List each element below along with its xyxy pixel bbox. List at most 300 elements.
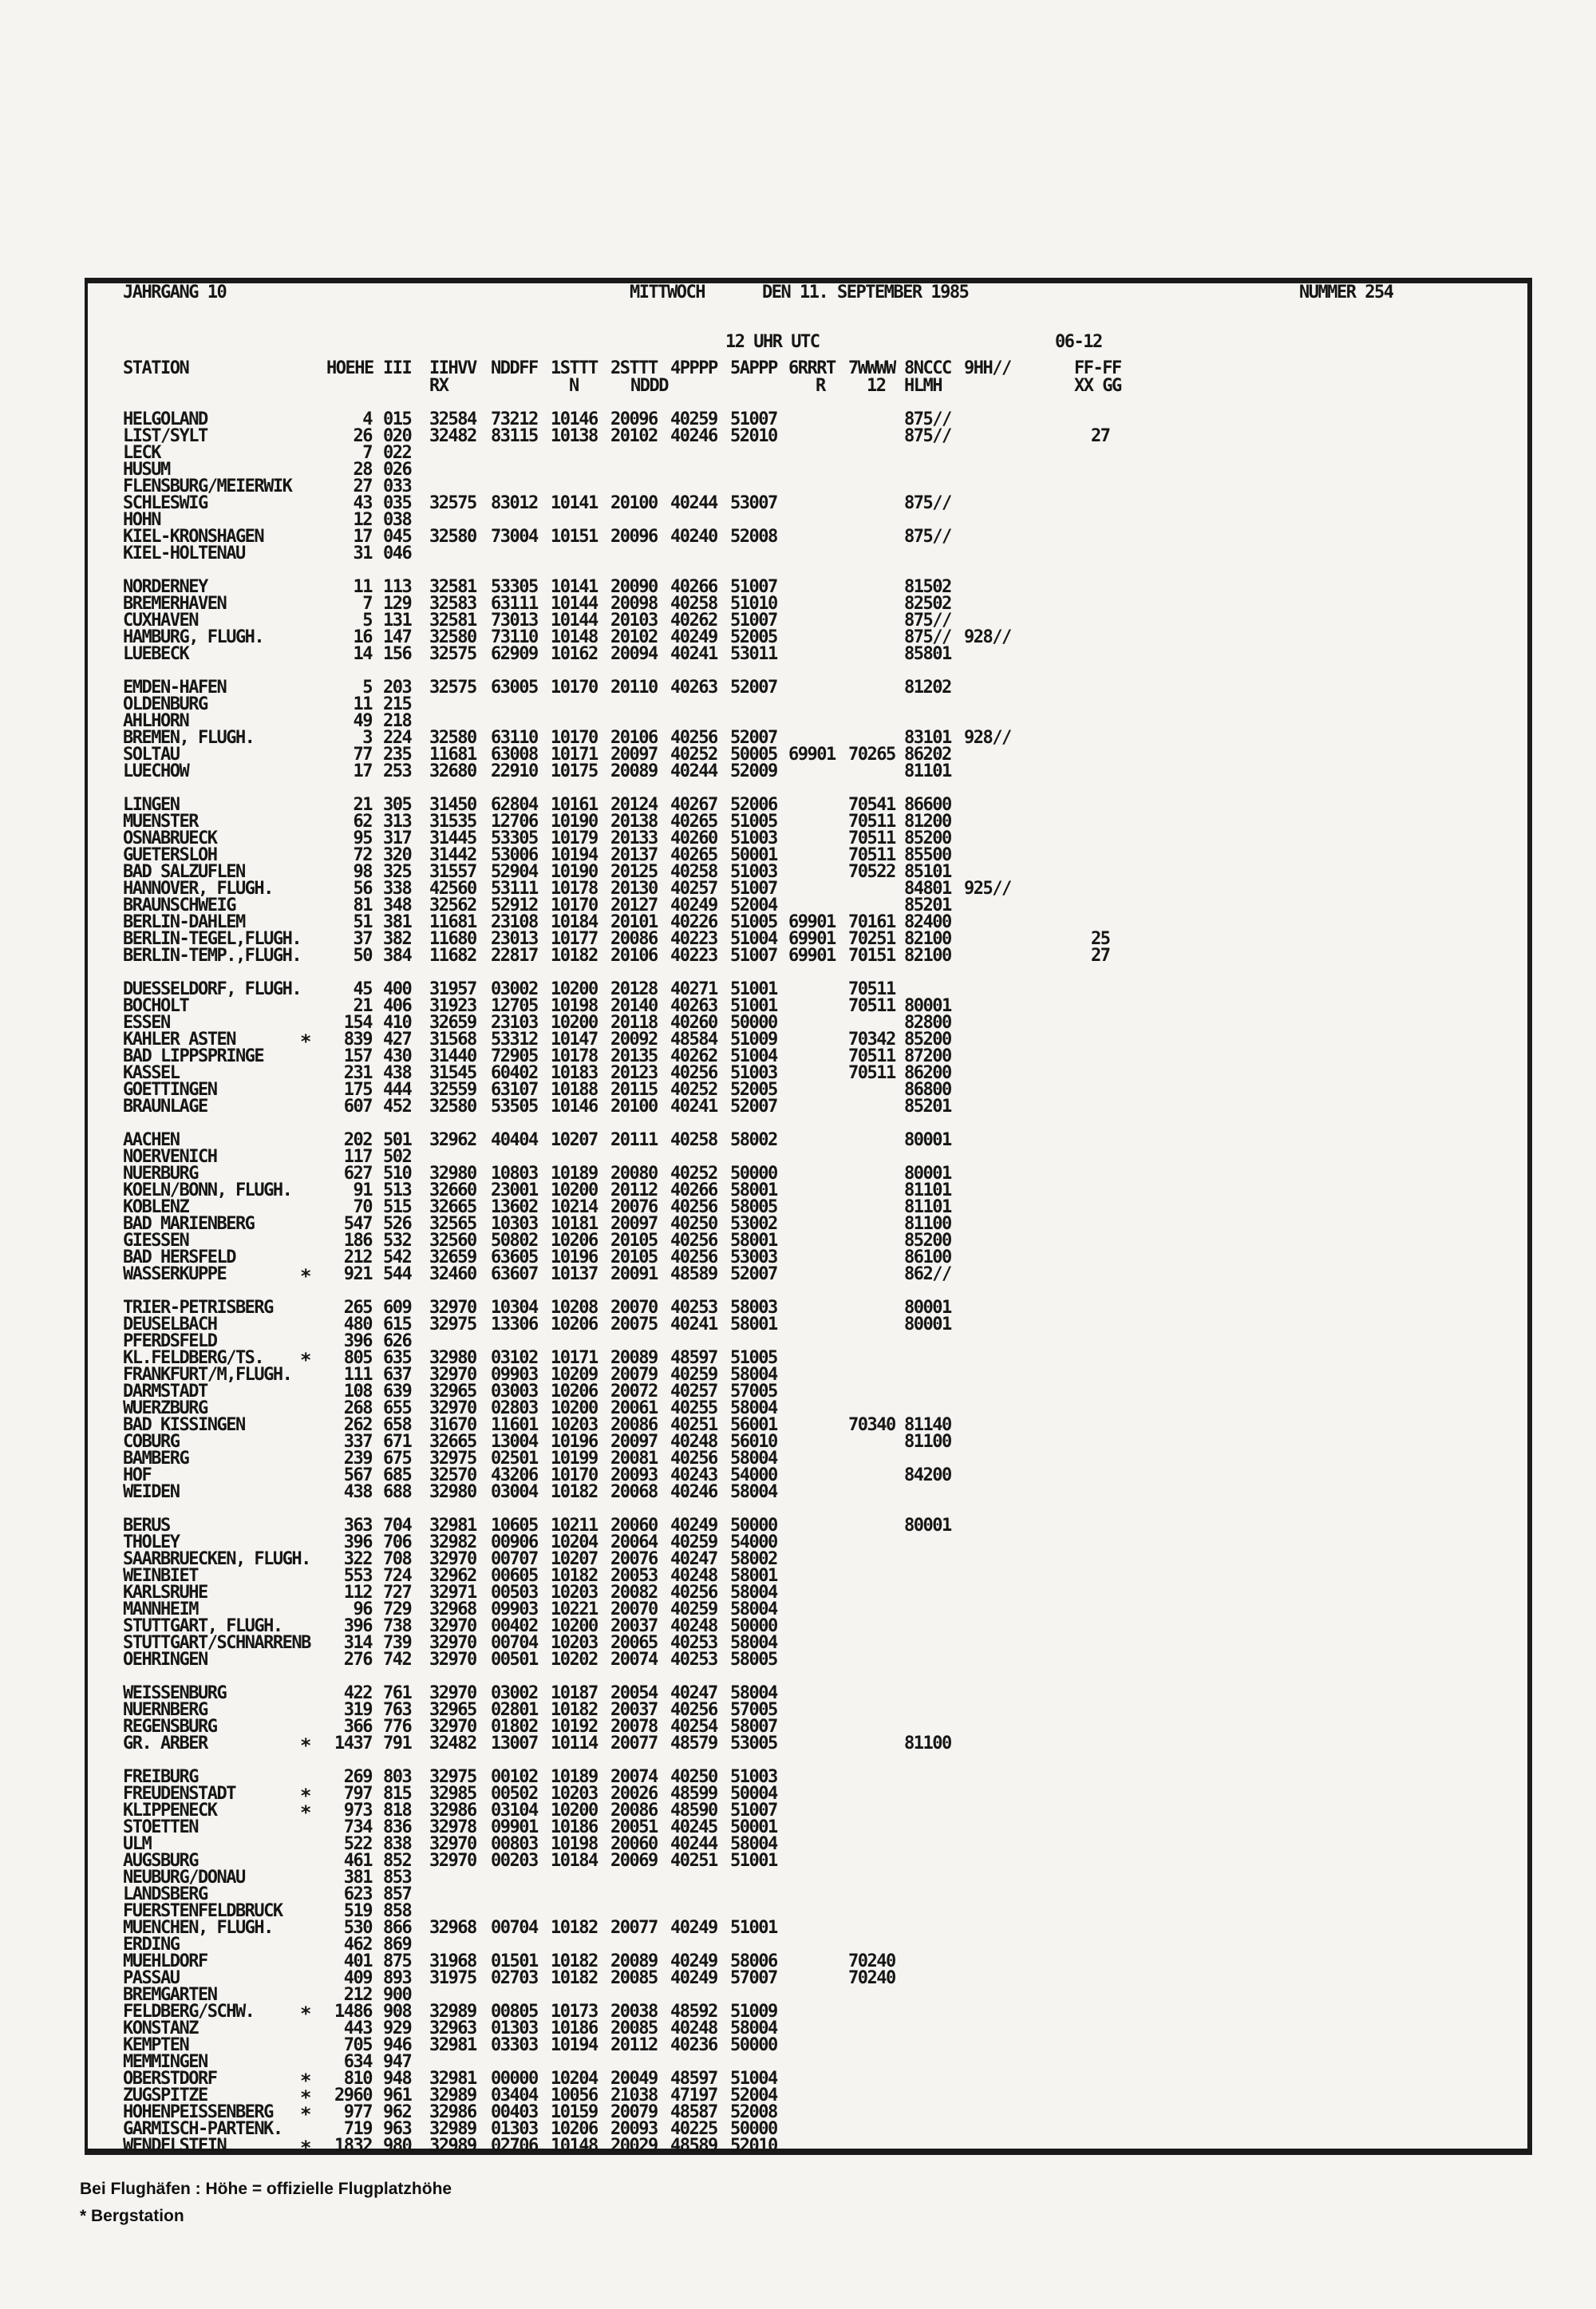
col-iihvv: 32962 — [429, 1130, 476, 1150]
col-8nccc: 85801 — [904, 644, 951, 664]
col-5appp: 52007 — [730, 1097, 777, 1117]
station-row — [0, 1232, 1596, 1249]
col-2sttt: 20123 — [610, 1063, 658, 1083]
col-header-8nccc: 8NCCC — [904, 358, 951, 378]
col-1sttt: 10170 — [551, 896, 598, 915]
col-1sttt: 10179 — [551, 828, 598, 848]
col-2sttt: 20069 — [610, 1851, 658, 1871]
col-nddff: 00906 — [491, 1532, 538, 1552]
col-iihvv: 32981 — [429, 1516, 476, 1536]
col-hoehe: 26 — [353, 426, 372, 446]
col-hoehe: 91 — [353, 1180, 372, 1200]
col-iihvv: 32968 — [429, 1599, 476, 1619]
col-iihvv: 32660 — [429, 1180, 476, 1200]
footnote-airport-height: Bei Flughäfen : Höhe = offizielle Flugplatzhöhe — [80, 2180, 452, 2198]
col-iii: 635 — [383, 1348, 412, 1368]
col-nddff: 73212 — [491, 409, 538, 429]
col-nddff: 00102 — [491, 1767, 538, 1787]
station-row — [0, 1065, 1596, 1081]
station-row — [0, 931, 1596, 947]
col-hoehe: 14 — [353, 644, 372, 664]
col-2sttt: 20037 — [610, 1616, 658, 1636]
col-header-iihvv: IIHVV — [429, 358, 476, 378]
col-nddff: 00402 — [491, 1616, 538, 1636]
col-2sttt: 20138 — [610, 812, 658, 832]
col-8nccc: 80001 — [904, 1130, 951, 1150]
col-ff-ff: 25 — [1091, 929, 1110, 949]
col-iii: 875 — [383, 1951, 412, 1971]
col-2sttt: 20094 — [610, 644, 658, 664]
col-nddff: 63605 — [491, 1247, 538, 1267]
col-subheader-r: R — [816, 376, 825, 396]
station-row — [0, 830, 1596, 847]
col-iihvv: 32581 — [429, 611, 476, 631]
col-nddff: 53305 — [491, 577, 538, 597]
col-header-9hh-: 9HH// — [964, 358, 1011, 378]
station-row — [0, 1366, 1596, 1383]
col-hoehe: 43 — [353, 493, 372, 513]
col-nddff: 63008 — [491, 745, 538, 765]
station-name: KLIPPENECK — [123, 1801, 217, 1821]
col-iii: 963 — [383, 2119, 412, 2139]
col-2sttt: 20060 — [610, 1516, 658, 1536]
station-row — [0, 1333, 1596, 1350]
col-iii: 384 — [383, 946, 412, 966]
col-hoehe: 21 — [353, 996, 372, 1016]
col-8nccc: 85500 — [904, 845, 951, 865]
col-8nccc: 85101 — [904, 862, 951, 882]
col-4pppp: 40247 — [670, 1549, 717, 1569]
station-row — [0, 1484, 1596, 1500]
col-5appp: 58001 — [730, 1231, 777, 1251]
col-4pppp: 40263 — [670, 996, 717, 1016]
station-row — [0, 1467, 1596, 1484]
col-iii: 045 — [383, 527, 412, 547]
col-nddff: 03003 — [491, 1382, 538, 1402]
col-nddff: 53505 — [491, 1097, 538, 1117]
col-4pppp: 40253 — [670, 1633, 717, 1653]
col-iii: 452 — [383, 1097, 412, 1117]
col-iii: 015 — [383, 409, 412, 429]
col-nddff: 63107 — [491, 1080, 538, 1100]
col-1sttt: 10206 — [551, 1315, 598, 1334]
col-iii: 113 — [383, 577, 412, 597]
col-hoehe: 117 — [343, 1147, 372, 1167]
col-1sttt: 10162 — [551, 644, 598, 664]
col-1sttt: 10199 — [551, 1449, 598, 1469]
col-iii: 929 — [383, 2018, 412, 2038]
station-row — [0, 1348, 1596, 1371]
col-7wwww: 70342 — [848, 1030, 895, 1050]
col-nddff: 43206 — [491, 1465, 538, 1485]
col-5appp: 50001 — [730, 845, 777, 865]
col-nddff: 73004 — [491, 527, 538, 547]
col-1sttt: 10178 — [551, 1046, 598, 1066]
col-5appp: 51007 — [730, 946, 777, 966]
col-iihvv: 11682 — [429, 946, 476, 966]
col-iii: 129 — [383, 594, 412, 614]
col-subheader-nddd: NDDD — [630, 376, 668, 396]
col-4pppp: 40256 — [670, 1583, 717, 1603]
station-row — [0, 478, 1596, 495]
col-nddff: 60402 — [491, 1063, 538, 1083]
col-1sttt: 10175 — [551, 761, 598, 781]
station-name: ZUGSPITZE — [123, 2086, 207, 2105]
col-iihvv: 32980 — [429, 1164, 476, 1184]
utc-time-label: 12 UHR UTC — [725, 332, 820, 352]
col-nddff: 00403 — [491, 2102, 538, 2122]
station-row — [0, 2136, 1596, 2159]
col-nddff: 00502 — [491, 1784, 538, 1804]
col-5appp: 52006 — [730, 795, 777, 815]
station-row — [0, 1182, 1596, 1199]
col-4pppp: 40254 — [670, 1717, 717, 1737]
col-iihvv: 31957 — [429, 979, 476, 999]
col-2sttt: 20097 — [610, 1214, 658, 1234]
col-iihvv: 32985 — [429, 1784, 476, 1804]
station-row — [0, 1433, 1596, 1450]
col-5appp: 51004 — [730, 1046, 777, 1066]
col-hoehe: 56 — [353, 879, 372, 899]
col-nddff: 23108 — [491, 912, 538, 932]
col-iii: 438 — [383, 1063, 412, 1083]
station-name: GIESSEN — [123, 1231, 189, 1251]
col-iii: 215 — [383, 694, 412, 714]
col-iihvv: 31535 — [429, 812, 476, 832]
station-name: BRAUNSCHWEIG — [123, 896, 235, 915]
col-1sttt: 10200 — [551, 1013, 598, 1033]
col-5appp: 51003 — [730, 1063, 777, 1083]
col-5appp: 52004 — [730, 2086, 777, 2105]
col-iihvv: 32970 — [429, 1717, 476, 1737]
station-row — [0, 2121, 1596, 2137]
col-iii: 866 — [383, 1918, 412, 1938]
station-name: LUEBECK — [123, 644, 189, 664]
station-name: EMDEN-HAFEN — [123, 678, 227, 698]
col-iihvv: 31923 — [429, 996, 476, 1016]
col-iihvv: 31450 — [429, 795, 476, 815]
col-4pppp: 48592 — [670, 2002, 717, 2022]
col-4pppp: 40249 — [670, 1951, 717, 1971]
station-row — [0, 1081, 1596, 1098]
station-name: GR. ARBER — [123, 1734, 207, 1753]
col-subheader-n: N — [569, 376, 579, 396]
col-hoehe: 45 — [353, 979, 372, 999]
col-1sttt: 10200 — [551, 979, 598, 999]
col-1sttt: 10200 — [551, 1616, 598, 1636]
col-iii: 501 — [383, 1130, 412, 1150]
col-4pppp: 40247 — [670, 1683, 717, 1703]
station-row — [0, 495, 1596, 512]
col-nddff: 11601 — [491, 1415, 538, 1435]
station-row — [0, 595, 1596, 612]
station-name: DEUSELBACH — [123, 1315, 217, 1334]
station-row — [0, 1299, 1596, 1316]
col-hoehe: 530 — [343, 1918, 372, 1938]
station-row — [0, 998, 1596, 1014]
col-5appp: 57005 — [730, 1382, 777, 1402]
bergstation-marker: * — [300, 2086, 310, 2109]
col-nddff: 40404 — [491, 1130, 538, 1150]
col-1sttt: 10170 — [551, 678, 598, 698]
col-5appp: 51007 — [730, 611, 777, 631]
col-iii: 510 — [383, 1164, 412, 1184]
col-iihvv: 32975 — [429, 1449, 476, 1469]
station-row — [0, 411, 1596, 428]
col-5appp: 51007 — [730, 409, 777, 429]
station-name: BERLIN-TEMP.,FLUGH. — [123, 946, 302, 966]
col-2sttt: 20118 — [610, 1013, 658, 1033]
col-hoehe: 7 — [362, 443, 372, 463]
col-2sttt: 20137 — [610, 845, 658, 865]
col-hoehe: 805 — [343, 1348, 372, 1368]
station-row — [0, 1651, 1596, 1668]
col-2sttt: 20037 — [610, 1700, 658, 1720]
col-iii: 729 — [383, 1599, 412, 1619]
col-4pppp: 40225 — [670, 2119, 717, 2139]
col-iii: 776 — [383, 1717, 412, 1737]
col-1sttt: 10177 — [551, 929, 598, 949]
col-8nccc: 86600 — [904, 795, 951, 815]
col-8nccc: 82400 — [904, 912, 951, 932]
col-2sttt: 20086 — [610, 1801, 658, 1821]
station-name: FLENSBURG/MEIERWIK — [123, 476, 292, 496]
station-name: STOETTEN — [123, 1817, 198, 1837]
col-5appp: 53003 — [730, 1247, 777, 1267]
col-4pppp: 40256 — [670, 1449, 717, 1469]
col-iihvv: 32559 — [429, 1080, 476, 1100]
station-row — [0, 1903, 1596, 1920]
col-nddff: 10303 — [491, 1214, 538, 1234]
col-1sttt: 10186 — [551, 2018, 598, 2038]
col-iihvv: 42560 — [429, 879, 476, 899]
col-hoehe: 623 — [343, 1884, 372, 1904]
col-iihvv: 32981 — [429, 2035, 476, 2055]
station-row — [0, 914, 1596, 931]
col-2sttt: 20079 — [610, 2102, 658, 2122]
station-row — [0, 880, 1596, 897]
col-5appp: 53005 — [730, 1734, 777, 1753]
col-5appp: 51003 — [730, 828, 777, 848]
col-hoehe: 276 — [343, 1650, 372, 1670]
col-iii: 671 — [383, 1432, 412, 1452]
col-4pppp: 40241 — [670, 644, 717, 664]
col-2sttt: 20124 — [610, 795, 658, 815]
station-name: OBERSTDORF — [123, 2069, 217, 2089]
col-5appp: 51001 — [730, 1918, 777, 1938]
col-8nccc: 81101 — [904, 761, 951, 781]
col-nddff: 02501 — [491, 1449, 538, 1469]
station-name: NEUBURG/DONAU — [123, 1868, 245, 1888]
col-4pppp: 40260 — [670, 1013, 717, 1033]
col-5appp: 51005 — [730, 1348, 777, 1368]
col-iii: 791 — [383, 1734, 412, 1753]
col-ff-ff: 27 — [1091, 426, 1110, 446]
col-4pppp: 40246 — [670, 1482, 717, 1502]
col-2sttt: 20075 — [610, 1315, 658, 1334]
col-2sttt: 20102 — [610, 627, 658, 647]
col-2sttt: 20089 — [610, 1951, 658, 1971]
col-4pppp: 40257 — [670, 879, 717, 899]
station-name: BOCHOLT — [123, 996, 189, 1016]
col-2sttt: 20130 — [610, 879, 658, 899]
col-5appp: 58001 — [730, 1180, 777, 1200]
col-iihvv: 32680 — [429, 761, 476, 781]
col-iii: 947 — [383, 2052, 412, 2072]
station-name: BERLIN-DAHLEM — [123, 912, 245, 932]
col-2sttt: 20064 — [610, 1532, 658, 1552]
col-hoehe: 438 — [343, 1482, 372, 1502]
col-iihvv: 32460 — [429, 1264, 476, 1284]
station-row — [0, 528, 1596, 545]
col-5appp: 58003 — [730, 1298, 777, 1318]
col-8nccc: 85201 — [904, 896, 951, 915]
station-name: AUGSBURG — [123, 1851, 198, 1871]
col-2sttt: 20092 — [610, 1030, 658, 1050]
col-4pppp: 48599 — [670, 1784, 717, 1804]
col-header-5appp: 5APPP — [730, 358, 777, 378]
col-7wwww: 70340 — [848, 1415, 895, 1435]
col-iihvv: 32581 — [429, 577, 476, 597]
col-2sttt: 20076 — [610, 1549, 658, 1569]
col-2sttt: 20106 — [610, 946, 658, 966]
period-label: 06-12 — [1055, 332, 1102, 352]
col-2sttt: 20054 — [610, 1683, 658, 1703]
col-hoehe: 567 — [343, 1465, 372, 1485]
column-header-line-1 — [0, 360, 1596, 377]
col-1sttt: 10214 — [551, 1197, 598, 1217]
col-4pppp: 40258 — [670, 1130, 717, 1150]
bergstation-marker: * — [300, 2137, 310, 2159]
col-4pppp: 40259 — [670, 1365, 717, 1385]
col-header-7wwww: 7WWWW — [848, 358, 895, 378]
col-5appp: 58006 — [730, 1951, 777, 1971]
col-iihvv: 31557 — [429, 862, 476, 882]
col-iihvv: 32978 — [429, 1817, 476, 1837]
col-ff-ff: 27 — [1091, 946, 1110, 966]
station-name: BREMEN, FLUGH. — [123, 728, 255, 748]
col-hoehe: 21 — [353, 795, 372, 815]
col-5appp: 58004 — [730, 1449, 777, 1469]
col-hoehe: 797 — [343, 1784, 372, 1804]
col-8nccc: 82502 — [904, 594, 951, 614]
col-9hh: 925// — [964, 879, 1011, 899]
col-iii: 513 — [383, 1180, 412, 1200]
col-iii: 532 — [383, 1231, 412, 1251]
col-8nccc: 85201 — [904, 1097, 951, 1117]
col-4pppp: 40246 — [670, 426, 717, 446]
col-hoehe: 705 — [343, 2035, 372, 2055]
station-name: BAMBERG — [123, 1449, 189, 1469]
col-1sttt: 10209 — [551, 1365, 598, 1385]
col-iihvv: 32970 — [429, 1633, 476, 1653]
col-1sttt: 10196 — [551, 1247, 598, 1267]
col-8nccc: 875// — [904, 493, 951, 513]
col-nddff: 00704 — [491, 1918, 538, 1938]
col-iii: 857 — [383, 1884, 412, 1904]
col-iii: 410 — [383, 1013, 412, 1033]
col-9hh: 928// — [964, 728, 1011, 748]
station-name: WENDELSTEIN — [123, 2136, 227, 2156]
col-iihvv: 32970 — [429, 1398, 476, 1418]
col-iii: 818 — [383, 1801, 412, 1821]
col-hoehe: 366 — [343, 1717, 372, 1737]
col-1sttt: 10182 — [551, 1951, 598, 1971]
col-8nccc: 80001 — [904, 1164, 951, 1184]
col-4pppp: 40271 — [670, 979, 717, 999]
col-1sttt: 10196 — [551, 1432, 598, 1452]
col-iii: 615 — [383, 1315, 412, 1334]
col-hoehe: 108 — [343, 1382, 372, 1402]
station-row — [0, 428, 1596, 445]
col-nddff: 13602 — [491, 1197, 538, 1217]
col-1sttt: 10141 — [551, 493, 598, 513]
station-name: WEISSENBURG — [123, 1683, 227, 1703]
col-hoehe: 11 — [353, 577, 372, 597]
col-5appp: 52007 — [730, 728, 777, 748]
col-4pppp: 40249 — [670, 1968, 717, 1988]
station-row — [0, 679, 1596, 696]
col-hoehe: 363 — [343, 1516, 372, 1536]
station-row — [0, 864, 1596, 880]
col-1sttt: 10161 — [551, 795, 598, 815]
station-row — [0, 1417, 1596, 1433]
col-8nccc: 81202 — [904, 678, 951, 698]
col-4pppp: 48597 — [670, 1348, 717, 1368]
col-5appp: 51001 — [730, 979, 777, 999]
col-2sttt: 20102 — [610, 426, 658, 446]
col-4pppp: 48590 — [670, 1801, 717, 1821]
col-hoehe: 422 — [343, 1683, 372, 1703]
col-iii: 626 — [383, 1331, 412, 1351]
station-name: NORDERNEY — [123, 577, 207, 597]
col-5appp: 51010 — [730, 594, 777, 614]
col-nddff: 63111 — [491, 594, 538, 614]
col-hoehe: 607 — [343, 1097, 372, 1117]
col-iihvv: 32989 — [429, 2002, 476, 2022]
col-nddff: 02801 — [491, 1700, 538, 1720]
col-iihvv: 32482 — [429, 1734, 476, 1753]
col-iihvv: 32665 — [429, 1197, 476, 1217]
col-iii: 869 — [383, 1935, 412, 1955]
col-hoehe: 112 — [343, 1583, 372, 1603]
bergstation-marker: * — [300, 1265, 310, 1287]
station-row — [0, 1953, 1596, 1970]
col-1sttt: 10182 — [551, 1482, 598, 1502]
col-subheader-hlmh: HLMH — [904, 376, 942, 396]
col-hoehe: 734 — [343, 1817, 372, 1837]
col-nddff: 53312 — [491, 1030, 538, 1050]
col-2sttt: 20110 — [610, 678, 658, 698]
col-1sttt: 10144 — [551, 611, 598, 631]
col-nddff: 22817 — [491, 946, 538, 966]
col-7wwww: 70251 — [848, 929, 895, 949]
station-name: ULM — [123, 1834, 152, 1854]
station-row — [0, 1635, 1596, 1651]
col-hoehe: 461 — [343, 1851, 372, 1871]
col-iii: 542 — [383, 1247, 412, 1267]
col-nddff: 09903 — [491, 1599, 538, 1619]
jahrgang-label: JAHRGANG 10 — [123, 283, 227, 302]
col-4pppp: 40244 — [670, 493, 717, 513]
bergstation-marker: * — [300, 1785, 310, 1807]
col-iihvv: 32970 — [429, 1549, 476, 1569]
col-hoehe: 1486 — [334, 2002, 372, 2022]
col-iii: 348 — [383, 896, 412, 915]
col-hoehe: 396 — [343, 1616, 372, 1636]
col-nddff: 12705 — [491, 996, 538, 1016]
col-hoehe: 268 — [343, 1398, 372, 1418]
